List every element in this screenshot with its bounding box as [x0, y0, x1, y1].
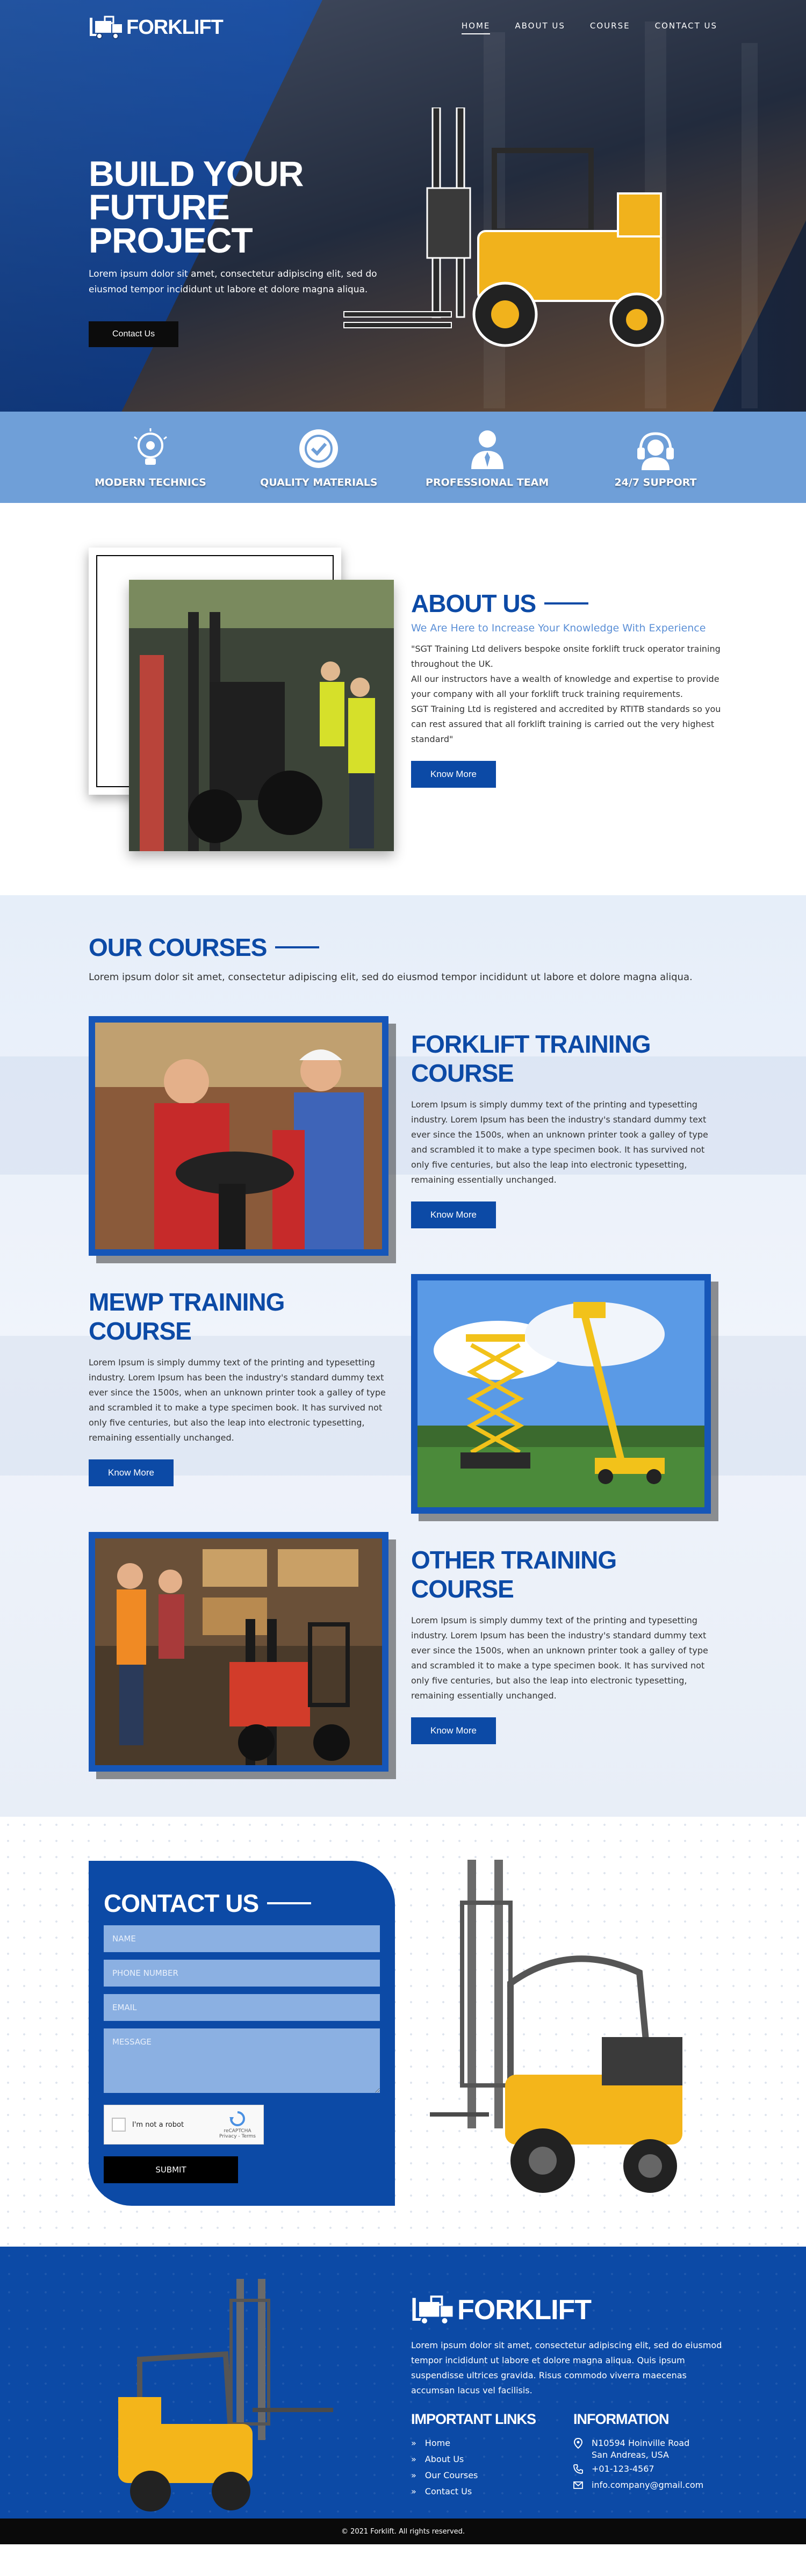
hero-text-block [89, 154, 390, 347]
footer-info [411, 2294, 723, 2500]
feature-support [594, 426, 717, 488]
about-know-more-button[interactable]: Know More [411, 761, 496, 788]
courses-intro: Lorem ipsum dolor sit amet, consectetur adipiscing elit, sed do eiusmod tempor incididunt ut labore et dolore magna aliqua. [89, 972, 693, 983]
mewp-lift-photo [418, 1280, 704, 1507]
feature-label: QUALITY MATERIALS [260, 477, 378, 488]
feature-label: MODERN TECHNICS [95, 477, 206, 488]
about-body [411, 642, 723, 747]
mewp-course-know-more-button[interactable]: Know More [89, 1459, 174, 1486]
brand-name: FORKLIFT [126, 16, 223, 39]
footer-forklift-image [107, 2279, 333, 2515]
title-underline [267, 1902, 311, 1904]
features-bar [0, 412, 806, 503]
about-text-block [411, 589, 723, 788]
hero-title-line2: FUTURE PROJECT [89, 187, 253, 260]
person-tie-icon [465, 426, 510, 471]
nav-links [462, 21, 717, 34]
message-field[interactable] [104, 2028, 380, 2093]
lightbulb-gear-icon [128, 426, 173, 471]
courses-section [0, 895, 806, 1817]
forklift-course-image [89, 1016, 388, 1256]
hero-contact-button[interactable]: Contact Us [89, 321, 178, 347]
hero-title-line1: BUILD YOUR [89, 154, 304, 193]
footer-email[interactable] [573, 2477, 703, 2493]
other-course-text [411, 1545, 715, 1744]
recaptcha-icon [229, 2111, 246, 2127]
email-field[interactable] [104, 1994, 380, 2021]
forklift-logo-icon [89, 16, 123, 39]
warehouse-forklift-photo [95, 1538, 382, 1765]
course-title: MEWP TRAINING COURSE [89, 1288, 285, 1345]
about-title [411, 589, 723, 618]
footer-description: Lorem ipsum dolor sit amet, consectetur adipiscing elit, sed do eiusmod tempor incididunt ut labore et dolore magna aliqua. Quis ipsum suspendisse ultrices gravida. Risus commodo viverra maecenas accumsan lacus vel facilisis. [411, 2340, 722, 2395]
information-column [573, 2411, 703, 2500]
courses-title [89, 933, 717, 962]
double-chevron-icon: » [411, 2454, 416, 2464]
important-links-title: IMPORTANT LINKS [411, 2411, 536, 2427]
feature-label: 24/7 SUPPORT [614, 477, 697, 488]
email-icon [573, 2481, 583, 2489]
footer-link-contact[interactable] [411, 2484, 536, 2500]
about-title-text: ABOUT US [411, 589, 536, 617]
course-title: OTHER TRAINING COURSE [411, 1546, 617, 1603]
name-field[interactable] [104, 1925, 380, 1952]
footer-link-about[interactable] [411, 2451, 536, 2467]
contact-title-text: CONTACT US [104, 1889, 259, 1917]
copyright-bar [0, 2519, 806, 2544]
double-chevron-icon: » [411, 2438, 416, 2448]
copyright-text: © 2021 Forklift. All rights reserved. [341, 2527, 465, 2536]
contact-title [104, 1889, 380, 1918]
address-line1: N10594 Hoinville Road [591, 2438, 690, 2448]
phone-number: +01-123-4567 [591, 2464, 654, 2474]
recaptcha-terms[interactable]: Privacy - Terms [219, 2133, 256, 2139]
footer-phone[interactable] [573, 2461, 703, 2477]
footer-link-courses[interactable] [411, 2467, 536, 2484]
nav-item-contact[interactable]: CONTACT US [654, 20, 717, 31]
forklift-course-text [411, 1030, 715, 1228]
double-chevron-icon: » [411, 2486, 416, 2496]
footer-address [573, 2435, 703, 2461]
about-subtitle: We Are Here to Increase Your Knowledge With Experience [411, 622, 706, 634]
footer-link-label: Home [424, 2438, 451, 2448]
contact-form-card [89, 1861, 395, 2206]
submit-button[interactable]: SUBMIT [104, 2156, 238, 2183]
hero-section [0, 0, 806, 412]
footer-brand-name: FORKLIFT [457, 2294, 592, 2326]
course-body: Lorem Ipsum is simply dummy text of the printing and typesetting industry. Lorem Ipsum has been the industry's standard dummy text ever since the 1500s, when an unknown printer took a galley of type and scrambled it to make a type specimen book. It has survived not only five centuries, but also the leap into electronic typesetting, remaining essentially unchanged. [89, 1357, 386, 1443]
recaptcha-brand: reCAPTCHA [224, 2128, 251, 2134]
contact-forklift-image [408, 1860, 731, 2214]
mewp-course-text [89, 1287, 392, 1486]
phone-field[interactable] [104, 1960, 380, 1987]
other-course-know-more-button[interactable]: Know More [411, 1717, 496, 1744]
forklift-course-know-more-button[interactable]: Know More [411, 1201, 496, 1228]
footer-link-label: Contact Us [424, 2486, 472, 2496]
about-section [0, 503, 806, 895]
footer-link-label: Our Courses [424, 2470, 478, 2480]
about-paragraph: "SGT Training Ltd delivers bespoke onsite forklift truck operator training throughout the UK. [411, 644, 721, 669]
footer-brand-logo[interactable] [411, 2294, 723, 2326]
nav-item-course[interactable]: COURSE [589, 20, 630, 31]
important-links-column [411, 2411, 536, 2500]
recaptcha-checkbox[interactable] [112, 2118, 126, 2132]
mewp-course-image [411, 1274, 711, 1514]
about-forklift-photo [129, 580, 394, 851]
recaptcha-badge [219, 2111, 256, 2139]
information-title: INFORMATION [573, 2411, 669, 2427]
site-footer [0, 2247, 806, 2544]
email-address: info.company@gmail.com [591, 2480, 704, 2490]
forklift-logo-icon [411, 2295, 454, 2325]
feature-professional-team [426, 426, 549, 488]
recaptcha-widget [104, 2105, 264, 2145]
phone-icon [573, 2464, 583, 2474]
quality-badge-icon [296, 426, 341, 471]
recaptcha-label: I'm not a robot [132, 2120, 184, 2129]
courses-header [89, 933, 717, 985]
location-pin-icon [573, 2438, 583, 2449]
courses-title-text: OUR COURSES [89, 933, 267, 961]
title-underline [275, 946, 319, 948]
about-paragraph: SGT Training Ltd is registered and accredited by RTITB standards so you can rest assured that all forklift training is carried out the very highest standard" [411, 704, 721, 744]
feature-modern-technics [89, 426, 212, 488]
footer-columns [411, 2411, 723, 2500]
course-body: Lorem Ipsum is simply dummy text of the printing and typesetting industry. Lorem Ipsum has been the industry's standard dummy text ever since the 1500s, when an unknown printer took a galley of type and scrambled it to make a type specimen book. It has survived not only five centuries, but also the leap into electronic typesetting, remaining essentially unchanged. [411, 1099, 708, 1185]
important-links-list [411, 2435, 536, 2500]
footer-link-label: About Us [424, 2454, 464, 2464]
about-paragraph: All our instructors have a wealth of knowledge and expertise to provide your company with all your forklift truck training requirements. [411, 674, 719, 699]
brand-logo[interactable] [89, 16, 223, 39]
double-chevron-icon: » [411, 2470, 416, 2480]
contact-section [0, 1817, 806, 2247]
top-navigation [89, 13, 717, 42]
hero-title [89, 154, 390, 260]
other-course-image [89, 1532, 388, 1772]
hero-description: Lorem ipsum dolor sit amet, consectetur adipiscing elit, sed do eiusmod tempor incididunt ut labore et dolore magna aliqua. [89, 269, 377, 295]
footer-link-home[interactable] [411, 2435, 536, 2451]
title-underline [544, 602, 588, 605]
address-line2: San Andreas, USA [591, 2450, 669, 2460]
course-title: FORKLIFT TRAINING COURSE [411, 1030, 651, 1087]
course-body: Lorem Ipsum is simply dummy text of the printing and typesetting industry. Lorem Ipsum has been the industry's standard dummy text ever since the 1500s, when an unknown printer took a galley of type and scrambled it to make a type specimen book. It has survived not only five centuries, but also the leap into electronic typesetting, remaining essentially unchanged. [411, 1615, 708, 1701]
forklift-workers-image [129, 580, 394, 851]
information-list [573, 2435, 703, 2493]
feature-quality-materials [257, 426, 380, 488]
forklift-training-photo [95, 1023, 382, 1249]
headset-icon [633, 426, 678, 471]
nav-item-about[interactable]: ABOUT US [515, 20, 565, 31]
nav-item-home[interactable]: HOME [462, 21, 491, 34]
warehouse-shelf [742, 43, 758, 408]
feature-label: PROFESSIONAL TEAM [426, 477, 549, 488]
